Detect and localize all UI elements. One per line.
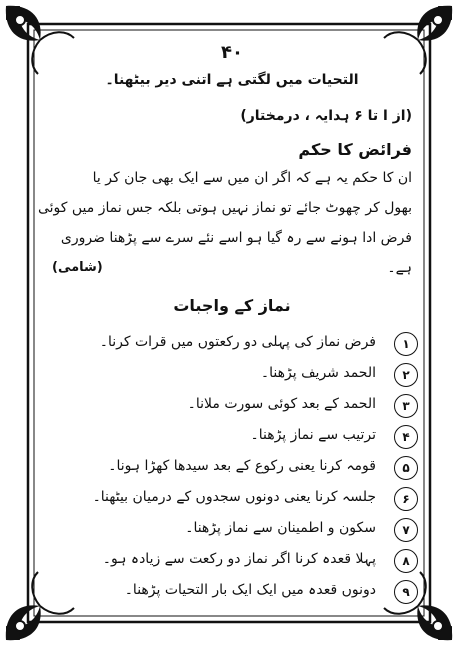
page-content bbox=[37, 28, 412, 628]
item-number: ۱ bbox=[394, 332, 418, 356]
item-number: ۳ bbox=[394, 394, 418, 418]
page-number: ۴۰ bbox=[221, 42, 243, 63]
list-item bbox=[52, 487, 412, 513]
intro-line: التحیات میں لگتی ہے اتنی دیر بیٹھنا۔ bbox=[105, 72, 359, 88]
faraid-line: ان کا حکم یہ ہے کہ اگر ان میں سے ایک بھی جان کر یا bbox=[92, 170, 412, 186]
list-item bbox=[52, 363, 412, 389]
list-item bbox=[52, 425, 412, 451]
intro-source: (از ا تا ۶ ہدایہ ، درمختار) bbox=[240, 108, 412, 124]
list-item bbox=[52, 456, 412, 482]
item-text: پہلا قعدہ کرنا اگر نماز دو رکعت سے زیادہ ہو۔ bbox=[102, 551, 376, 567]
item-number: ۶ bbox=[394, 487, 418, 511]
item-number: ۸ bbox=[394, 549, 418, 573]
list-item bbox=[52, 580, 412, 606]
item-text: الحمد کے بعد کوئی سورت ملانا۔ bbox=[187, 396, 376, 412]
list-item bbox=[52, 549, 412, 575]
faraid-heading: فرائض کا حکم bbox=[298, 140, 412, 159]
wajibat-heading: نماز کے واجبات bbox=[173, 296, 291, 315]
faraid-line: فرض ادا ہونے سے رہ گیا ہو اسے نئے سرے سے پڑھنا ضروری bbox=[60, 230, 412, 246]
item-text: جلسہ کرنا یعنی دونوں سجدوں کے درمیان بیٹھنا۔ bbox=[92, 489, 376, 505]
item-number: ۵ bbox=[394, 456, 418, 480]
item-text: دونوں قعدہ میں ایک ایک بار التحیات پڑھنا۔ bbox=[124, 582, 376, 598]
item-text: الحمد شریف پڑھنا۔ bbox=[260, 365, 376, 381]
list-item bbox=[52, 394, 412, 420]
faraid-line: ہے۔ bbox=[387, 260, 412, 276]
list-item bbox=[52, 332, 412, 358]
item-number: ۲ bbox=[394, 363, 418, 387]
list-item bbox=[52, 518, 412, 544]
item-text: سکون و اطمینان سے نماز پڑھنا۔ bbox=[185, 520, 376, 536]
item-text: ترتیب سے نماز پڑھنا۔ bbox=[250, 427, 376, 443]
item-number: ۹ bbox=[394, 580, 418, 604]
faraid-source: (شامی) bbox=[52, 260, 103, 275]
item-number: ۴ bbox=[394, 425, 418, 449]
faraid-line: بھول کر چھوٹ جائے تو نماز نہیں ہوتی بلکہ جس نماز میں کوئی bbox=[37, 200, 412, 216]
item-text: قومہ کرنا یعنی رکوع کے بعد سیدھا کھڑا ہونا۔ bbox=[108, 458, 376, 474]
item-number: ۷ bbox=[394, 518, 418, 542]
item-text: فرض نماز کی پہلی دو رکعتوں میں قرات کرنا۔ bbox=[99, 334, 376, 350]
